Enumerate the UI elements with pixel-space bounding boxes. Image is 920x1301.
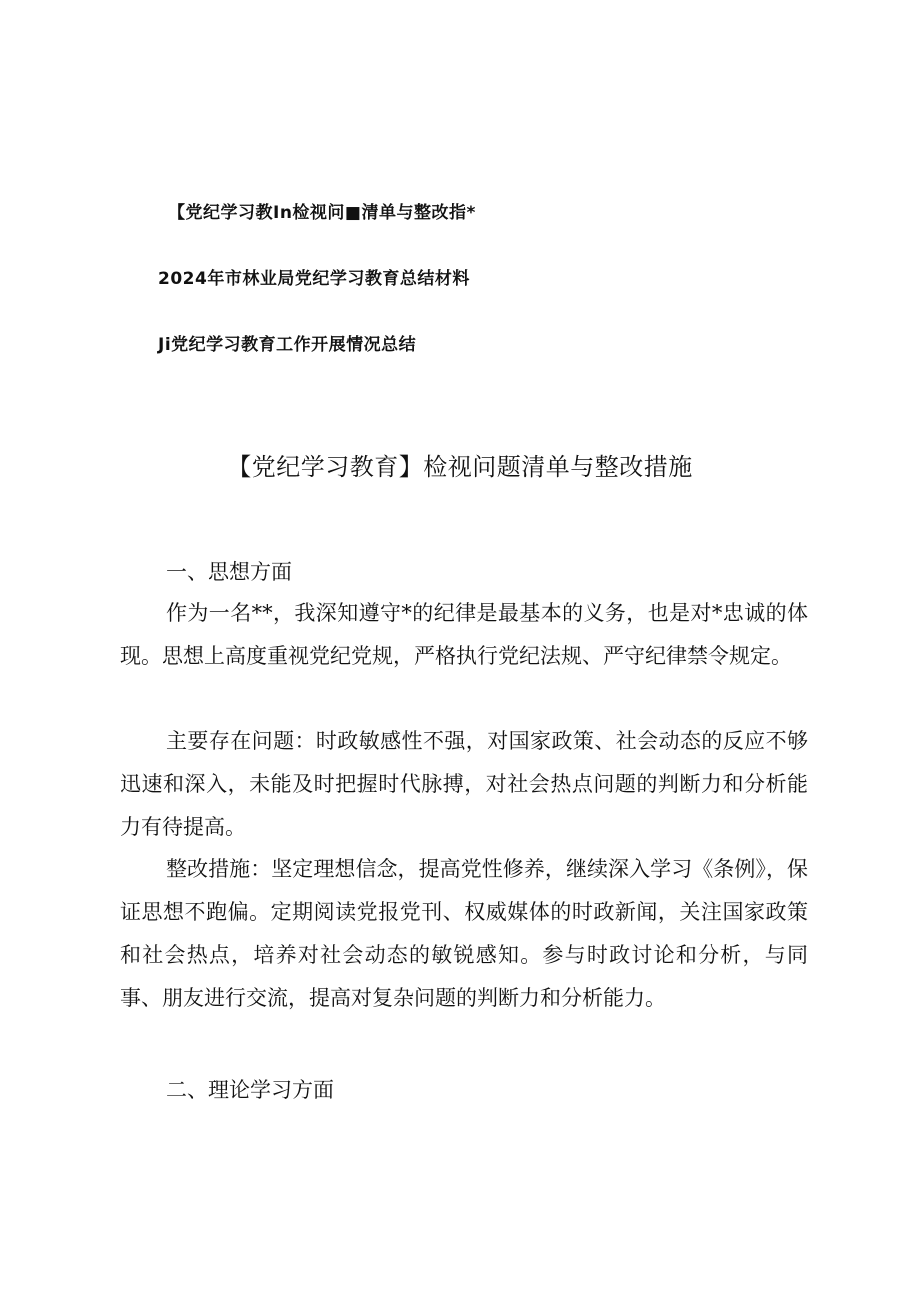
toc-entry-2[interactable]: 2024年市林业局党纪学习教育总结材料 (158, 269, 470, 289)
paragraph-problems: 主要存在问题：时政敏感性不强，对国家政策、社会动态的反应不够迅速和深入，未能及时把握时代脉搏，对社会热点问题的判断力和分析能力有待提高。 (120, 729, 808, 839)
paragraph-measures: 整改措施：坚定理想信念，提高党性修养，继续深入学习《条例》，保证思想不跑偏。定期阅读党报党刊、权威媒体的时政新闻，关注国家政策和社会热点，培养对社会动态的敏锐感知。参与时政讨论和分析，与同事、朋友进行交流，提高对复杂问题的判断力和分析能力。 (120, 857, 808, 1010)
toc-entry-1[interactable]: 【党纪学习教In检视问■清单与整改指* (168, 203, 476, 223)
document-title: 【党纪学习教育】检视问题清单与整改措施 (227, 453, 693, 481)
toc-entry-3[interactable]: Ji党纪学习教育工作开展情况总结 (158, 335, 417, 355)
section-heading-theory: 二、理论学习方面 (166, 1078, 334, 1102)
section-heading-thought: 一、思想方面 (166, 560, 292, 584)
paragraph-intro: 作为一名**，我深知遵守*的纪律是最基本的义务，也是对*忠诚的体现。思想上高度重视党纪党规，严格执行党纪法规、严守纪律禁令规定。 (120, 601, 808, 668)
